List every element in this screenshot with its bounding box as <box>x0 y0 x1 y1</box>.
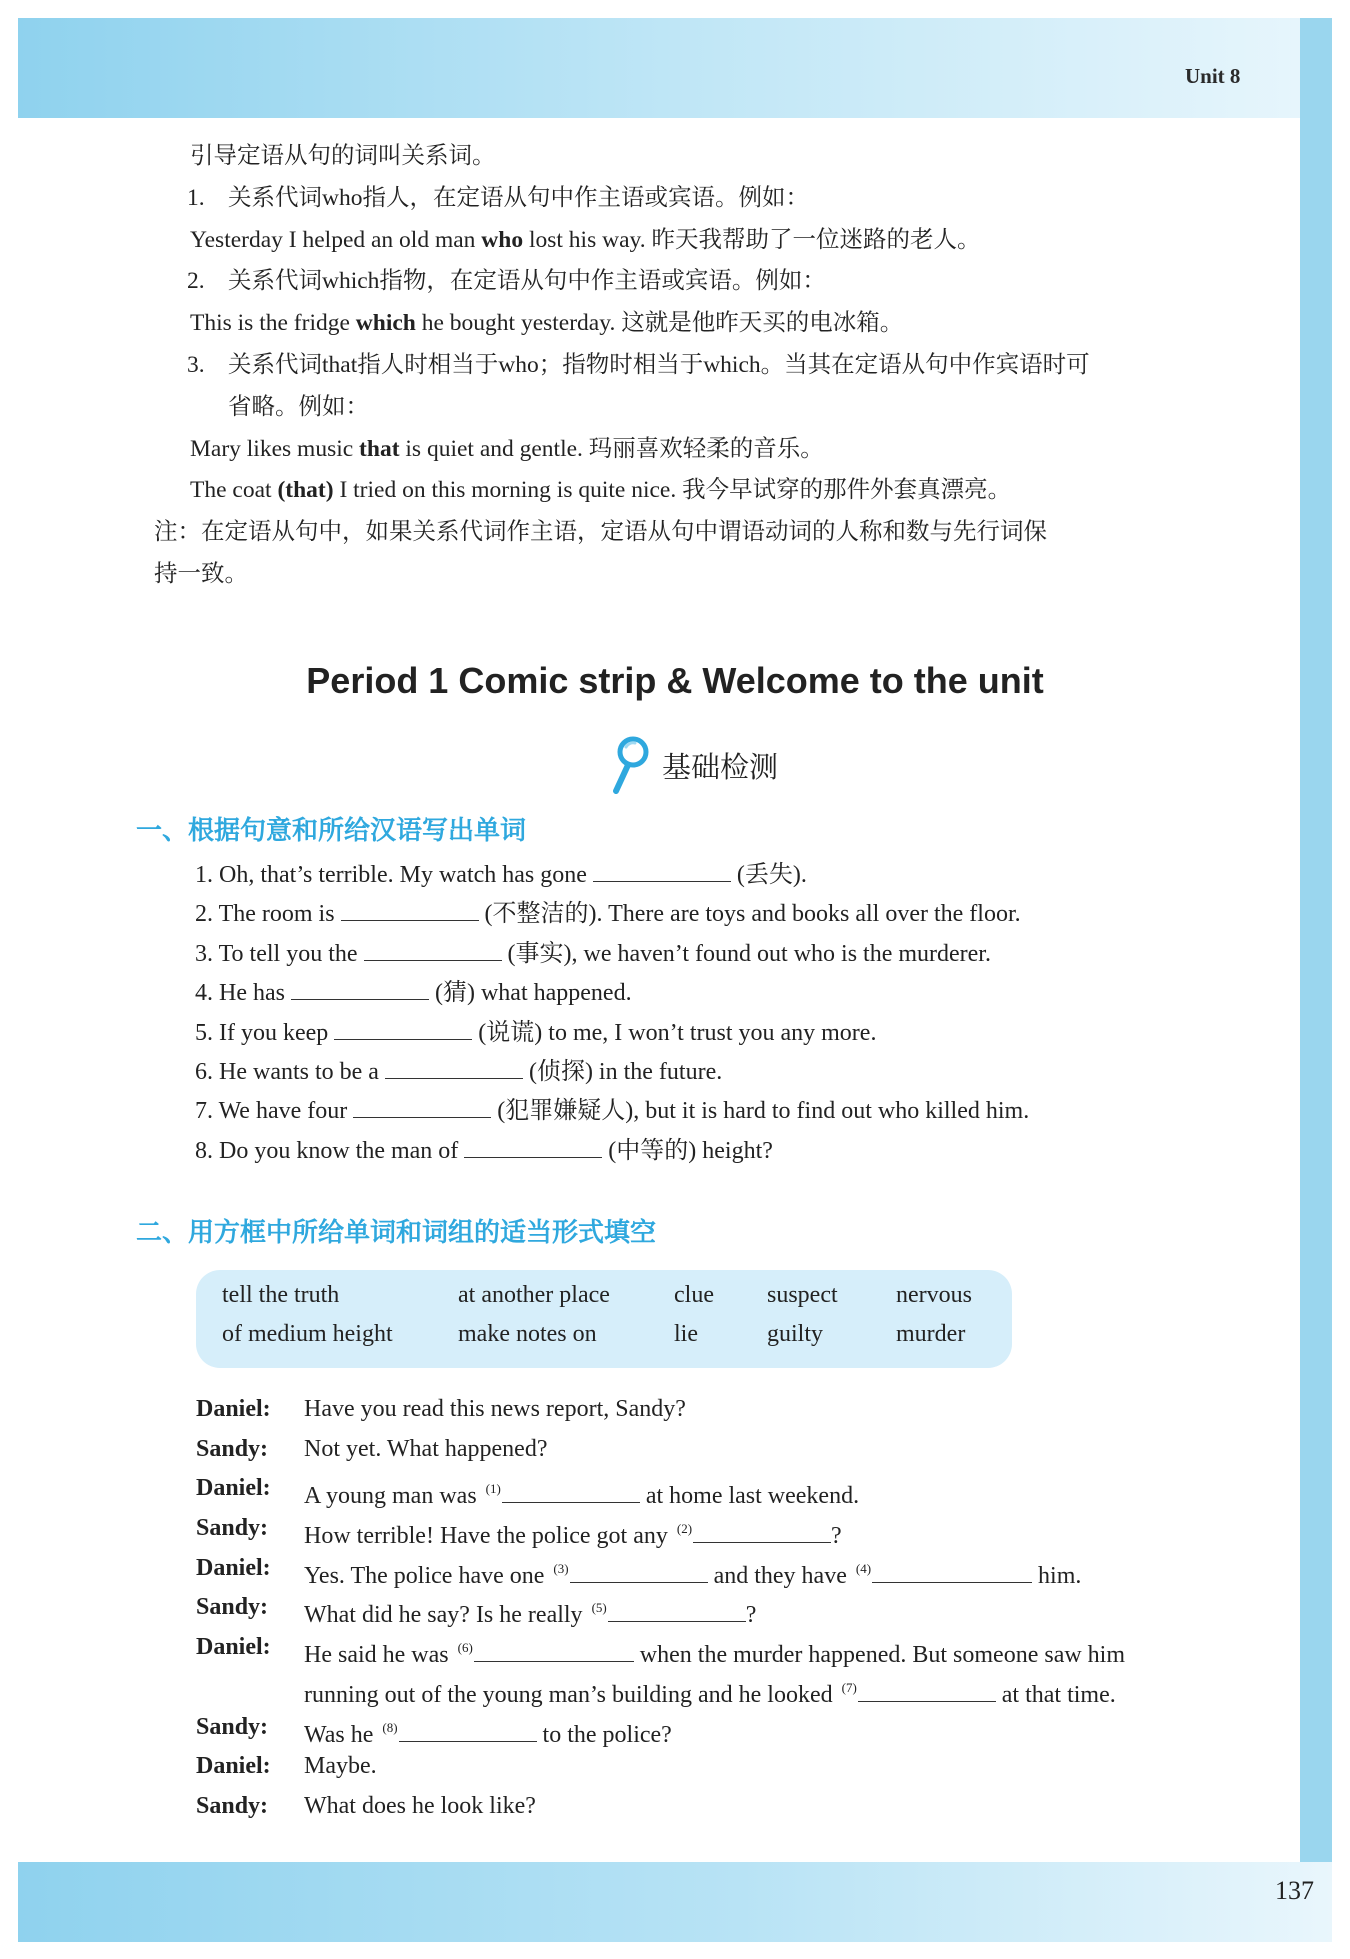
word-option: nervous <box>896 1282 972 1308</box>
word-option: at another place <box>458 1282 610 1308</box>
blank-number: (1) <box>485 1481 501 1497</box>
dialogue-segment: at home last weekend. <box>639 1483 860 1510</box>
item-text: 7. We have four <box>195 1098 354 1125</box>
example-text: This is the fridge <box>190 310 356 337</box>
dialogue-segment: He said he was <box>304 1642 455 1669</box>
intro-line <box>190 387 1280 429</box>
speaker-label: Sandy: <box>196 1792 269 1819</box>
example-text: Yesterday I helped an old man <box>190 226 482 253</box>
item-text: (不整洁的). There are toys and books all over the floor. <box>478 901 1021 928</box>
speaker-label: Daniel: <box>196 1753 271 1780</box>
answer-blank[interactable] <box>291 977 429 1000</box>
intro-item-2 <box>187 261 1280 303</box>
intro-text: 关系代词which指物，在定语从句中作主语或宾语。例如： <box>228 268 826 295</box>
answer-blank[interactable] <box>693 1520 831 1543</box>
dialogue-line <box>196 1430 1306 1470</box>
speaker-label: Daniel: <box>196 1554 271 1581</box>
example-text: The coat <box>190 477 278 504</box>
example-text: Mary likes music <box>190 435 360 462</box>
bottom-decor-band <box>18 1862 1332 1942</box>
intro-item-3 <box>187 345 1280 387</box>
item-text: 3. To tell you the <box>195 940 364 967</box>
dialogue-text: Maybe. <box>304 1753 377 1780</box>
exercise-item <box>195 1092 1295 1131</box>
blank-number: (3) <box>553 1560 569 1576</box>
dialogue-line <box>196 1747 1306 1787</box>
dialogue-line <box>196 1668 1306 1708</box>
item-number: 1. <box>187 184 205 211</box>
word-option: guilty <box>767 1321 824 1347</box>
answer-blank[interactable] <box>399 1719 537 1742</box>
dialogue-text: What does he look like? <box>304 1792 536 1819</box>
answer-blank[interactable] <box>341 898 479 921</box>
answer-blank[interactable] <box>364 938 502 961</box>
answer-blank[interactable] <box>858 1679 996 1702</box>
dialogue-segment: and they have <box>707 1562 853 1589</box>
speaker-label: Sandy: <box>196 1435 269 1462</box>
exercise-item <box>195 1132 1295 1171</box>
basics-title: 基础检测 <box>662 749 779 784</box>
item-text: (说谎) to me, I won’t trust you any more. <box>472 1019 877 1046</box>
blank-number: (8) <box>382 1719 398 1735</box>
dialogue-segment: when the murder happened. But someone saw him <box>633 1642 1126 1669</box>
example-text: I tried on this morning is quite nice. 我今早试穿的那件外套真漂亮。 <box>333 477 1012 504</box>
dialogue-segment: How terrible! Have the police got any <box>304 1523 674 1550</box>
answer-blank[interactable] <box>464 1135 602 1158</box>
example-keyword: that <box>359 435 400 462</box>
item-text: (猜) what happened. <box>428 980 632 1007</box>
answer-blank[interactable] <box>334 1017 472 1040</box>
word-option: tell the truth <box>222 1282 340 1308</box>
item-text: 5. If you keep <box>195 1019 335 1046</box>
magnifier-icon <box>608 735 654 795</box>
blank-number: (4) <box>855 1560 872 1576</box>
speaker-label: Sandy: <box>196 1594 269 1621</box>
word-option: of medium height <box>222 1321 393 1347</box>
note-text: 注：在定语从句中，如果关系代词作主语，定语从句中谓语动词的人称和数与先行词保 <box>154 519 1047 546</box>
note-text: 持一致。 <box>154 560 248 587</box>
dialogue-line <box>196 1549 1306 1589</box>
dialogue-segment: What did he say? Is he really <box>304 1602 589 1629</box>
word-box <box>196 1270 1012 1368</box>
word-option: clue <box>674 1282 714 1308</box>
speaker-label: Sandy: <box>196 1515 269 1542</box>
exercise-item <box>195 935 1295 974</box>
intro-line <box>190 136 1280 178</box>
blank-number: (7) <box>841 1679 857 1695</box>
grammar-intro <box>154 136 1280 596</box>
dialogue <box>196 1390 1306 1827</box>
item-text: (事实), we haven’t found out who is the murderer. <box>501 940 991 967</box>
answer-blank[interactable] <box>593 859 731 882</box>
answer-blank[interactable] <box>608 1599 746 1622</box>
intro-text: 关系代词who指人，在定语从句中作主语或宾语。例如： <box>228 184 809 211</box>
blank-number: (6) <box>457 1640 473 1656</box>
exercise-item <box>195 1053 1295 1092</box>
dialogue-segment: ? <box>745 1602 757 1629</box>
example-line <box>190 303 1280 345</box>
item-text: (中等的) height? <box>602 1137 773 1164</box>
blank-number: (2) <box>676 1521 693 1537</box>
word-option: lie <box>674 1321 698 1347</box>
dialogue-line <box>196 1509 1306 1549</box>
intro-item-1 <box>187 178 1280 220</box>
dialogue-segment: at that time. <box>995 1681 1116 1708</box>
dialogue-line <box>196 1390 1306 1430</box>
top-decor-band <box>18 18 1332 118</box>
example-text: lost his way. 昨天我帮助了一位迷路的老人。 <box>523 226 981 253</box>
exercise-item <box>195 856 1295 895</box>
answer-blank[interactable] <box>353 1095 491 1118</box>
answer-blank[interactable] <box>872 1560 1032 1583</box>
dialogue-line <box>196 1628 1306 1668</box>
exercise-item <box>195 895 1295 934</box>
example-keyword: which <box>355 310 416 337</box>
item-number: 3. <box>187 351 205 378</box>
exercise-item <box>195 1014 1295 1053</box>
dialogue-segment: ? <box>831 1523 842 1550</box>
example-line <box>190 429 1280 471</box>
exercise-item <box>195 974 1295 1013</box>
speaker-label: Sandy: <box>196 1713 269 1740</box>
dialogue-segment: Yes. The police have one <box>304 1562 551 1589</box>
example-text: is quiet and gentle. 玛丽喜欢轻柔的音乐。 <box>399 435 824 462</box>
dialogue-segment: A young man was <box>304 1483 483 1510</box>
word-option: make notes on <box>458 1321 597 1347</box>
answer-blank[interactable] <box>385 1056 523 1079</box>
dialogue-line <box>196 1708 1306 1748</box>
dialogue-text: Not yet. What happened? <box>304 1435 548 1462</box>
speaker-label: Daniel: <box>196 1396 271 1422</box>
answer-blank[interactable] <box>474 1639 634 1662</box>
intro-text: 省略。例如： <box>228 393 369 420</box>
answer-blank[interactable] <box>570 1560 708 1583</box>
example-keyword: (that) <box>277 477 334 504</box>
example-line <box>190 220 1280 262</box>
blank-number: (5) <box>591 1600 607 1616</box>
word-option: suspect <box>767 1282 838 1308</box>
item-text: 8. Do you know the man of <box>195 1137 465 1164</box>
dialogue-line <box>196 1787 1306 1827</box>
period-title: Period 1 Comic strip & Welcome to the unit <box>306 660 1044 701</box>
note-line <box>154 554 1280 596</box>
example-line <box>190 470 1280 512</box>
item-text: 1. Oh, that’s terrible. My watch has gone <box>195 862 593 888</box>
item-text: 2. The room is <box>195 901 341 928</box>
page-number: 137 <box>1275 1876 1314 1905</box>
item-text: (犯罪嫌疑人), but it is hard to find out who killed him. <box>491 1098 1030 1125</box>
intro-text: 关系代词that指人时相当于who；指物时相当于which。当其在定语从句中作宾语时可 <box>228 351 1090 378</box>
dialogue-segment: running out of the young man’s building and he looked <box>304 1681 839 1708</box>
dialogue-line <box>196 1469 1306 1509</box>
example-text: he bought yesterday. 这就是他昨天买的电冰箱。 <box>415 310 904 337</box>
section1-heading: 一、根据句意和所给汉语写出单词 <box>136 816 527 846</box>
item-text: 4. He has <box>195 980 291 1007</box>
unit-label: Unit 8 <box>1185 64 1241 88</box>
dialogue-text: Have you read this news report, Sandy? <box>304 1396 686 1422</box>
example-keyword: who <box>481 226 524 253</box>
dialogue-line <box>196 1588 1306 1628</box>
note-line <box>154 512 1280 554</box>
answer-blank[interactable] <box>502 1480 640 1503</box>
word-option: murder <box>896 1321 966 1347</box>
exercise-1 <box>195 856 1295 1171</box>
dialogue-segment: him. <box>1032 1562 1082 1589</box>
intro-text: 引导定语从句的词叫关系词。 <box>190 143 496 169</box>
section2-heading: 二、用方框中所给单词和词组的适当形式填空 <box>136 1218 657 1248</box>
item-text: (侦探) in the future. <box>522 1058 723 1085</box>
speaker-label: Daniel: <box>196 1634 271 1661</box>
dialogue-segment: to the police? <box>536 1721 672 1748</box>
item-text: 6. He wants to be a <box>195 1058 385 1085</box>
speaker-label: Daniel: <box>196 1475 271 1502</box>
basics-header <box>608 735 778 795</box>
dialogue-segment: Was he <box>304 1721 380 1748</box>
item-text: (丢失). <box>730 862 807 888</box>
item-number: 2. <box>187 268 205 295</box>
